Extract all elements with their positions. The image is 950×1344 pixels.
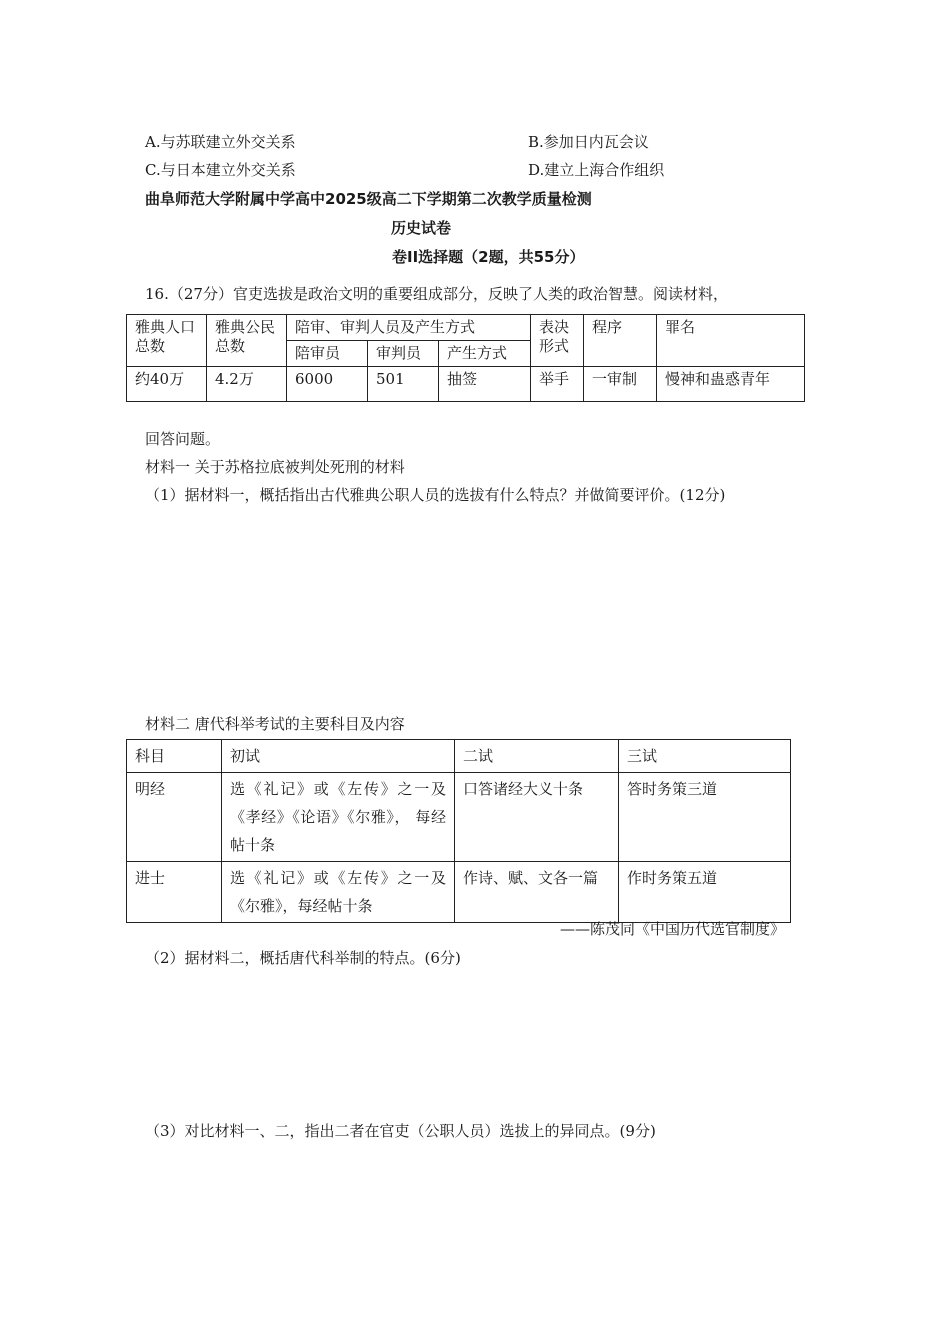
section-title: 卷II选择题（2题，共55分） xyxy=(392,248,585,266)
table-cell: 举手 xyxy=(531,367,584,402)
header-third-exam: 三试 xyxy=(619,740,791,773)
table-cell: 进士 xyxy=(127,862,222,923)
sub-question-2: （2）据材料二，概括唐代科举制的特点。(6分) xyxy=(145,949,461,967)
header-subject: 科目 xyxy=(127,740,222,773)
source-citation: ——陈茂同《中国历代选官制度》 xyxy=(560,920,786,938)
table-cell: 慢神和蛊惑青年 xyxy=(657,367,805,402)
header-group: 陪审、审判人员及产生方式 xyxy=(287,315,531,341)
header-population: 雅典人口总数 xyxy=(127,315,207,367)
sub-question-1: （1）据材料一，概括指出古代雅典公职人员的选拔有什么特点？并做简要评价。(12分) xyxy=(145,486,726,504)
table-cell: 约40万 xyxy=(127,367,207,402)
header-vote: 表决形式 xyxy=(531,315,584,367)
table-cell: 501 xyxy=(368,367,439,402)
header-crime: 罪名 xyxy=(657,315,805,367)
table-cell: 抽签 xyxy=(439,367,531,402)
option-a: A.与苏联建立外交关系 xyxy=(145,133,296,151)
table-cell: 答时务策三道 xyxy=(619,773,791,862)
subject-title: 历史试卷 xyxy=(391,219,452,237)
header-jurors: 陪审员 xyxy=(287,341,368,367)
table-cell: 选《礼记》或《左传》之一及《尔雅》，每经帖十条 xyxy=(222,862,455,923)
header-method: 产生方式 xyxy=(439,341,531,367)
table-cell: 选《礼记》或《左传》之一及《孝经》《论语》《尔雅》， 每经帖十条 xyxy=(222,773,455,862)
answer-prompt: 回答问题。 xyxy=(145,430,221,448)
tang-exam-table xyxy=(126,739,791,923)
header-citizens: 雅典公民总数 xyxy=(207,315,287,367)
table-cell: 作诗、赋、文各一篇 xyxy=(455,862,619,923)
athens-trial-table xyxy=(126,314,805,402)
material-two-caption: 材料二 唐代科举考试的主要科目及内容 xyxy=(145,715,405,733)
header-first-exam: 初试 xyxy=(222,740,455,773)
option-b: B.参加日内瓦会议 xyxy=(528,133,649,151)
table-cell: 4.2万 xyxy=(207,367,287,402)
table-cell: 明经 xyxy=(127,773,222,862)
option-c: C.与日本建立外交关系 xyxy=(145,161,296,179)
sub-question-3: （3）对比材料一、二，指出二者在官吏（公职人员）选拔上的异同点。(9分) xyxy=(145,1122,656,1140)
school-title: 曲阜师范大学附属中学高中2025级高二下学期第二次教学质量检测 xyxy=(145,190,592,208)
header-second-exam: 二试 xyxy=(455,740,619,773)
option-d: D.建立上海合作组织 xyxy=(528,161,665,179)
question-16-intro: 16.（27分）官吏选拔是政治文明的重要组成部分，反映了人类的政治智慧。阅读材料， xyxy=(145,285,728,303)
table-cell: 作时务策五道 xyxy=(619,862,791,923)
table-cell: 一审制 xyxy=(584,367,657,402)
material-one-caption: 材料一 关于苏格拉底被判处死刑的材料 xyxy=(145,458,405,476)
header-judges: 审判员 xyxy=(368,341,439,367)
table-cell: 口答诸经大义十条 xyxy=(455,773,619,862)
table-cell: 6000 xyxy=(287,367,368,402)
header-procedure: 程序 xyxy=(584,315,657,367)
